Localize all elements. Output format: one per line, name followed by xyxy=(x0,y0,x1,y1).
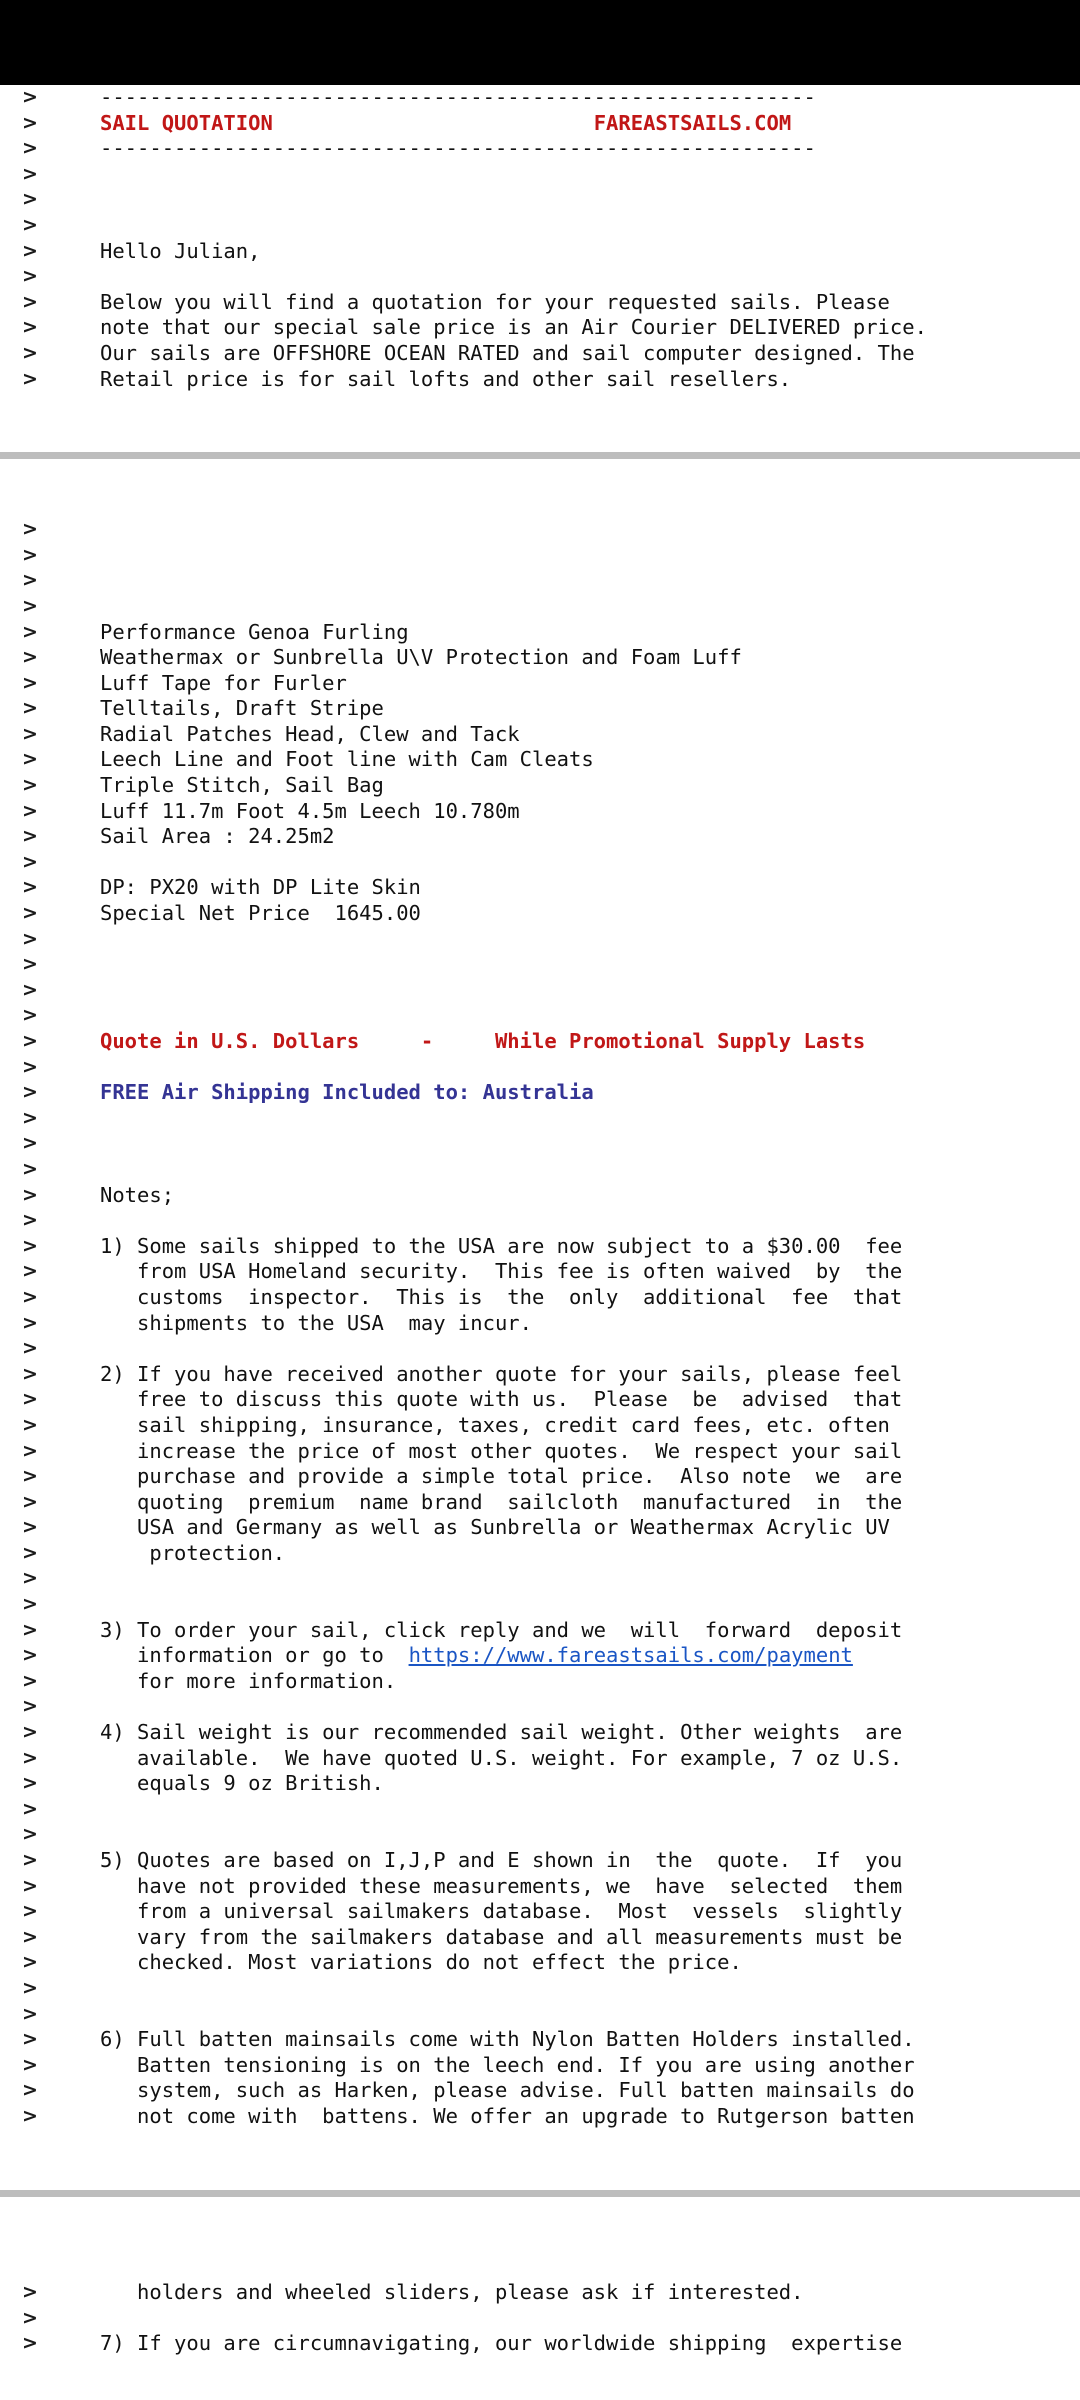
quote-chevron-icon: > xyxy=(22,1516,38,1539)
quote-chevron-icon: > xyxy=(22,722,38,745)
quote-chevron-icon: > xyxy=(22,316,38,339)
quoted-line xyxy=(0,1618,1080,1644)
quoted-line xyxy=(0,1387,1080,1413)
quoted-line xyxy=(0,2104,1080,2130)
note-line: 1) Some sails shipped to the USA are now subject to a $30.00 fee xyxy=(100,1233,903,1258)
quoted-line-empty xyxy=(0,1055,1080,1081)
quoted-line-empty xyxy=(0,213,1080,239)
spec-line: Performance Genoa Furling xyxy=(100,619,409,644)
page-break-separator xyxy=(0,452,1080,459)
quote-chevron-icon: > xyxy=(22,1388,38,1411)
quote-chevron-icon: > xyxy=(22,341,38,364)
quoted-line xyxy=(0,1259,1080,1285)
quoted-line xyxy=(0,824,1080,850)
quote-chevron-icon: > xyxy=(22,2332,38,2355)
quote-chevron-icon: > xyxy=(22,1593,38,1616)
quote-chevron-icon: > xyxy=(22,1337,38,1360)
spec-line: Luff Tape for Furler xyxy=(100,670,347,695)
quoted-line xyxy=(0,901,1080,927)
notes-heading: Notes; xyxy=(100,1182,175,1207)
quote-chevron-icon: > xyxy=(22,774,38,797)
note-line: from a universal sailmakers database. Most vessels slightly xyxy=(100,1899,903,1924)
quote-chevron-icon: > xyxy=(22,1823,38,1846)
quoted-line xyxy=(0,875,1080,901)
quoted-line xyxy=(0,1874,1080,1900)
quote-chevron-icon: > xyxy=(22,518,38,541)
quote-chevron-icon: > xyxy=(22,1490,38,1513)
quote-chevron-icon: > xyxy=(22,1976,38,1999)
quote-chevron-icon: > xyxy=(22,1465,38,1488)
quoted-line-empty xyxy=(0,1131,1080,1157)
quote-chevron-icon: > xyxy=(22,697,38,720)
quote-chevron-icon: > xyxy=(22,748,38,771)
quote-chevron-icon: > xyxy=(22,1132,38,1155)
quote-chevron-icon: > xyxy=(22,978,38,1001)
quote-chevron-icon: > xyxy=(22,2306,38,2329)
quoted-line xyxy=(0,315,1080,341)
quote-chevron-icon: > xyxy=(22,1669,38,1692)
quoted-line xyxy=(0,367,1080,393)
quoted-line xyxy=(0,1311,1080,1337)
quoted-line xyxy=(0,1490,1080,1516)
page-break-separator xyxy=(0,2190,1080,2197)
quoted-line-empty xyxy=(0,1592,1080,1618)
quoted-line xyxy=(0,2027,1080,2053)
quoted-line-empty xyxy=(0,1003,1080,1029)
quoted-line xyxy=(0,1183,1080,1209)
note-line: equals 9 oz British. xyxy=(100,1771,384,1796)
continuation-spacer xyxy=(0,2255,1080,2281)
note-line: customs inspector. This is the only additional fee that xyxy=(100,1284,903,1309)
quote-chevron-icon: > xyxy=(22,290,38,313)
quoted-line xyxy=(0,341,1080,367)
quoted-line-empty xyxy=(0,1566,1080,1592)
quote-chevron-icon: > xyxy=(22,1618,38,1641)
payment-link[interactable]: https://www.fareastsails.com/payment xyxy=(408,1643,853,1668)
quoted-line-empty xyxy=(0,187,1080,213)
page-break-spacer-bottom xyxy=(0,459,1080,517)
spec-line: Triple Stitch, Sail Bag xyxy=(100,773,384,798)
note-continuation-line: holders and wheeled sliders, please ask if interested. xyxy=(100,2280,804,2305)
quoted-line xyxy=(0,1080,1080,1106)
spec-line: Radial Patches Head, Clew and Tack xyxy=(100,721,520,746)
promo-shipping-line: FREE Air Shipping Included to: Australia xyxy=(100,1080,594,1105)
quote-chevron-icon: > xyxy=(22,2281,38,2304)
note-line: 5) Quotes are based on I,J,P and E shown in the quote. If you xyxy=(100,1848,903,1872)
quote-chevron-icon: > xyxy=(22,1362,38,1385)
net-price-line: Special Net Price 1645.00 xyxy=(100,901,421,926)
quote-chevron-icon: > xyxy=(22,1285,38,1308)
quote-chevron-icon: > xyxy=(22,825,38,848)
quote-chevron-icon: > xyxy=(22,1413,38,1436)
quote-chevron-icon: > xyxy=(22,2002,38,2025)
quoted-line xyxy=(0,671,1080,697)
header-rule-bottom: ---------------------------------------------------------- xyxy=(100,136,816,161)
quoted-line-empty xyxy=(0,1157,1080,1183)
quoted-line xyxy=(0,1746,1080,1772)
intro-line: Our sails are OFFSHORE OCEAN RATED and sail computer designed. The xyxy=(100,340,915,365)
quoted-line-empty xyxy=(0,927,1080,953)
header-rule-top: ---------------------------------------------------------- xyxy=(100,85,816,109)
quoted-line-empty xyxy=(0,1336,1080,1362)
note-line: increase the price of most other quotes. We respect your sail xyxy=(100,1438,903,1463)
quote-chevron-icon: > xyxy=(22,1874,38,1897)
note-link-prefix: information or go to xyxy=(100,1643,409,1668)
note-line: have not provided these measurements, we have selected them xyxy=(100,1873,903,1898)
note-line: Batten tensioning is on the leech end. If you are using another xyxy=(100,2052,915,2077)
note-line: free to discuss this quote with us. Please be advised that xyxy=(100,1387,903,1412)
quoted-line-empty xyxy=(0,2002,1080,2028)
quoted-line xyxy=(0,2331,1080,2357)
quote-chevron-icon: > xyxy=(22,850,38,873)
spec-sail-area-line: Sail Area : 24.25m2 xyxy=(100,824,335,849)
quoted-line xyxy=(0,1439,1080,1465)
quote-chevron-icon: > xyxy=(22,1849,38,1871)
quoted-line xyxy=(0,645,1080,671)
quoted-line xyxy=(0,1413,1080,1439)
quoted-line-empty xyxy=(0,850,1080,876)
top-black-bar xyxy=(0,0,1080,85)
note-line-with-link xyxy=(100,1643,853,1669)
quote-chevron-icon: > xyxy=(22,2053,38,2076)
intro-line: Below you will find a quotation for your requested sails. Please xyxy=(100,289,890,314)
quoted-line xyxy=(0,1669,1080,1695)
quoted-line xyxy=(0,1362,1080,1388)
intro-line: note that our special sale price is an Air Courier DELIVERED price. xyxy=(100,315,927,340)
note-line: not come with battens. We offer an upgrade to Rutgerson batten xyxy=(100,2103,915,2128)
quote-chevron-icon: > xyxy=(22,2079,38,2102)
note-line: 7) If you are circumnavigating, our worldwide shipping expertise xyxy=(100,2331,903,2356)
quote-chevron-icon: > xyxy=(22,927,38,950)
quote-chevron-icon: > xyxy=(22,213,38,236)
quoted-line-empty xyxy=(0,1106,1080,1132)
quote-chevron-icon: > xyxy=(22,902,38,925)
quote-chevron-icon: > xyxy=(22,1234,38,1257)
quote-chevron-icon: > xyxy=(22,646,38,669)
quoted-line xyxy=(0,1950,1080,1976)
quoted-line xyxy=(0,1848,1080,1874)
quote-chevron-icon: > xyxy=(22,239,38,262)
quoted-line xyxy=(0,2280,1080,2306)
quoted-line-empty xyxy=(0,517,1080,543)
quote-chevron-icon: > xyxy=(22,1081,38,1104)
quote-chevron-icon: > xyxy=(22,137,38,160)
quoted-line xyxy=(0,747,1080,773)
quoted-line xyxy=(0,773,1080,799)
cloth-spec-line: DP: PX20 with DP Lite Skin xyxy=(100,875,421,900)
quoted-line-empty xyxy=(0,952,1080,978)
quote-chevron-icon: > xyxy=(22,1797,38,1820)
note-line: system, such as Harken, please advise. Full batten mainsails do xyxy=(100,2078,915,2103)
note-line: 4) Sail weight is our recommended sail weight. Other weights are xyxy=(100,1720,903,1745)
quoted-line xyxy=(0,1541,1080,1567)
quoted-line xyxy=(0,1643,1080,1669)
quoted-line xyxy=(0,290,1080,316)
quote-chevron-icon: > xyxy=(22,1183,38,1206)
page-title: SAIL QUOTATION xyxy=(100,110,273,135)
spec-line: Weathermax or Sunbrella U\V Protection and Foam Luff xyxy=(100,645,742,670)
note-line: 2) If you have received another quote for your sails, please feel xyxy=(100,1361,903,1386)
quote-chevron-icon: > xyxy=(22,111,38,134)
quote-chevron-icon: > xyxy=(22,1644,38,1667)
quote-chevron-icon: > xyxy=(22,162,38,185)
quote-chevron-icon: > xyxy=(22,671,38,694)
quoted-line xyxy=(0,696,1080,722)
promo-currency-line: Quote in U.S. Dollars - While Promotional Supply Lasts xyxy=(100,1029,866,1053)
quote-chevron-icon: > xyxy=(22,953,38,976)
note-line: available. We have quoted U.S. weight. For example, 7 oz U.S. xyxy=(100,1745,903,1770)
quoted-line xyxy=(0,2078,1080,2104)
quoted-line xyxy=(0,136,1080,162)
header-title-row xyxy=(100,111,791,137)
quoted-line xyxy=(0,85,1080,111)
quoted-line xyxy=(0,2053,1080,2079)
quoted-line-empty xyxy=(0,1208,1080,1234)
brand-name: FAREASTSAILS.COM xyxy=(593,110,792,135)
quoted-line xyxy=(0,239,1080,265)
quoted-line xyxy=(0,1925,1080,1951)
quote-chevron-icon: > xyxy=(22,1106,38,1129)
quote-chevron-icon: > xyxy=(22,1055,38,1078)
quote-chevron-icon: > xyxy=(22,876,38,899)
quoted-line xyxy=(0,1771,1080,1797)
page-break-spacer-bottom xyxy=(0,2197,1080,2255)
note-line: sail shipping, insurance, taxes, credit card fees, etc. often xyxy=(100,1412,890,1437)
quoted-line-empty xyxy=(0,594,1080,620)
quote-chevron-icon: > xyxy=(22,1746,38,1769)
note-line: from USA Homeland security. This fee is often waived by the xyxy=(100,1259,903,1284)
quote-chevron-icon: > xyxy=(22,86,38,108)
quoted-line xyxy=(0,1464,1080,1490)
quote-chevron-icon: > xyxy=(22,1004,38,1027)
quote-chevron-icon: > xyxy=(22,1900,38,1923)
quoted-line-empty xyxy=(0,1976,1080,2002)
spec-line: Leech Line and Foot line with Cam Cleats xyxy=(100,747,594,772)
email-message-body xyxy=(0,85,1080,2357)
page-break-spacer-top xyxy=(0,392,1080,452)
quoted-line xyxy=(0,1720,1080,1746)
quoted-line xyxy=(0,1029,1080,1055)
quote-chevron-icon: > xyxy=(22,2104,38,2127)
quote-chevron-icon: > xyxy=(22,594,38,617)
note-line: shipments to the USA may incur. xyxy=(100,1310,532,1335)
quoted-line-empty xyxy=(0,1694,1080,1720)
intro-line: Retail price is for sail lofts and other sail resellers. xyxy=(100,366,792,391)
quote-chevron-icon: > xyxy=(22,1772,38,1795)
quote-chevron-icon: > xyxy=(22,367,38,390)
quote-chevron-icon: > xyxy=(22,543,38,566)
quote-chevron-icon: > xyxy=(22,1695,38,1718)
quote-chevron-icon: > xyxy=(22,188,38,211)
quoted-line xyxy=(0,1234,1080,1260)
quoted-line xyxy=(0,722,1080,748)
quoted-line xyxy=(0,1285,1080,1311)
quote-chevron-icon: > xyxy=(22,265,38,288)
greeting-line: Hello Julian, xyxy=(100,238,261,263)
quoted-line xyxy=(0,620,1080,646)
note-line: 6) Full batten mainsails come with Nylon Batten Holders installed. xyxy=(100,2027,915,2052)
quote-chevron-icon: > xyxy=(22,1030,38,1052)
quote-chevron-icon: > xyxy=(22,1567,38,1590)
quote-chevron-icon: > xyxy=(22,1721,38,1744)
quoted-line-empty xyxy=(0,1797,1080,1823)
quote-chevron-icon: > xyxy=(22,2028,38,2051)
quote-chevron-icon: > xyxy=(22,1541,38,1564)
note-line: vary from the sailmakers database and all measurements must be xyxy=(100,1924,903,1949)
quoted-line xyxy=(0,799,1080,825)
note-line: 3) To order your sail, click reply and we will forward deposit xyxy=(100,1617,903,1642)
note-line: for more information. xyxy=(100,1668,397,1693)
quote-chevron-icon: > xyxy=(22,1951,38,1974)
quoted-line-empty xyxy=(0,978,1080,1004)
header-spacer xyxy=(273,111,594,135)
quoted-line-empty xyxy=(0,162,1080,188)
quoted-line-empty xyxy=(0,1822,1080,1848)
quote-chevron-icon: > xyxy=(22,1925,38,1948)
quote-chevron-icon: > xyxy=(22,1157,38,1180)
quoted-line-empty xyxy=(0,2306,1080,2332)
quoted-line-empty xyxy=(0,568,1080,594)
spec-line: Telltails, Draft Stripe xyxy=(100,696,384,721)
quoted-line xyxy=(0,1515,1080,1541)
note-line: USA and Germany as well as Sunbrella or Weathermax Acrylic UV xyxy=(100,1515,890,1540)
quoted-line-empty xyxy=(0,264,1080,290)
note-line: protection. xyxy=(100,1540,286,1565)
quote-chevron-icon: > xyxy=(22,1209,38,1232)
quote-chevron-icon: > xyxy=(22,1439,38,1462)
quoted-line xyxy=(0,1899,1080,1925)
note-line: purchase and provide a simple total price. Also note we are xyxy=(100,1464,903,1489)
spec-dimensions-line: Luff 11.7m Foot 4.5m Leech 10.780m xyxy=(100,798,520,823)
quote-chevron-icon: > xyxy=(22,1311,38,1334)
quote-chevron-icon: > xyxy=(22,569,38,592)
quoted-line-empty xyxy=(0,543,1080,569)
quote-chevron-icon: > xyxy=(22,1260,38,1283)
quote-chevron-icon: > xyxy=(22,799,38,822)
quote-chevron-icon: > xyxy=(22,620,38,643)
quoted-line xyxy=(0,111,1080,137)
note-line: checked. Most variations do not effect the price. xyxy=(100,1950,742,1975)
page-break-spacer-top xyxy=(0,2130,1080,2190)
note-line: quoting premium name brand sailcloth manufactured in the xyxy=(100,1489,903,1514)
